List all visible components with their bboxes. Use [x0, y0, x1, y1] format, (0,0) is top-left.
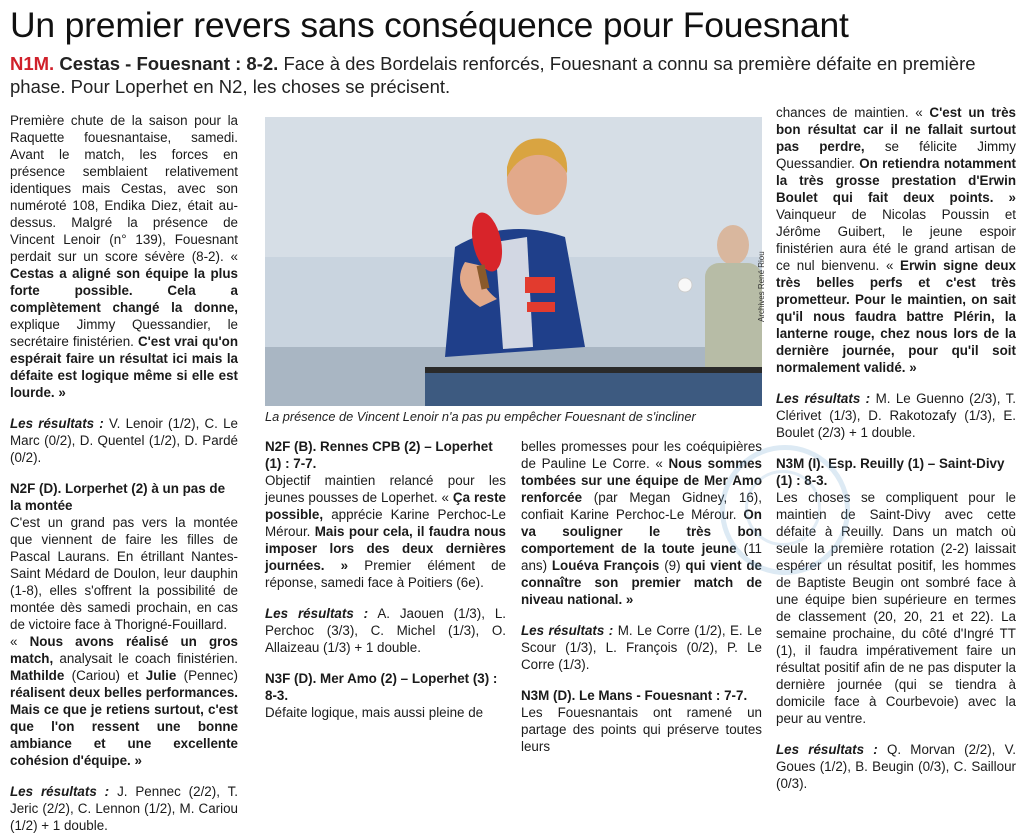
subheading: N3M (D). Le Mans - Fouesnant : 7-7. [521, 688, 748, 703]
table-tennis-player-image [265, 117, 762, 406]
article-paragraph: belles promesses pour les coéquipières de Pauline Le Corre. « Nous sommes tombées sur une équipe de Mer Amo renforcée (par Megan Gidney, 16), confiait Karine Perchoc-Le Mérour. On va souligner le très bon comportement de la toute jeune (11 ans) Louéva François (9) qui vient de connaître son premier match de niveau national. » [521, 439, 763, 607]
article-paragraph: C'est un grand pas vers la montée que viennent de faire les filles de Pascal Laurans. En étrillant Nantes-Saint Médard de Doulon, leur dauphin (1-8), elles s'offrent la possibilité de montée dès samedi prochain, en cas de victoire face à Thorigné-Fouillard. [10, 515, 238, 632]
results-paragraph: Les résultats : A. Jaouen (1/3), L. Perchoc (3/3), C. Michel (1/3), O. Allaizeau (1/3) + 1 double. [265, 606, 507, 655]
results-paragraph: Les résultats : J. Pennec (2/2), T. Jeric (2/2), C. Lennon (1/2), M. Cariou (1/2) + 1 double. [10, 784, 239, 833]
article-photo [265, 117, 762, 406]
article-paragraph: Les choses se compliquent pour le maintien de Saint-Divy avec cette défaite à Reuilly. Dans un match où seule la première rotation (2-2) laissait espérer un résultat positif, les hommes de Baptiste Beugin ont sombré face à une équipe bien supérieure en termes de classement (20, 20, 21 et 22). La semaine prochaine, du côté d'Ingré TT (1), il faudra impérativement faire un résultat positif afin de ne pas disputer la dernière journée (qui se tiendra à domicile face à Courbevoie) avec la peur au ventre. [776, 490, 1016, 726]
article-paragraph: Les Fouesnantais ont ramené un partage des points qui préserve toutes leurs [521, 705, 762, 754]
subheading: N2F (B). Rennes CPB (2) – Loperhet (1) : 7-7. [265, 439, 493, 471]
article-paragraph: « Nous avons réalisé un gros match, analysait le coach finistérien. Mathilde (Cariou) et Julie (Pennec) réalisent deux belles performances. Mais ce que je retiens surtout, c'est que l'on ressent une bonne ambiance et une excellente cohésion d'équipe. » [10, 634, 238, 768]
results-paragraph: Les résultats : M. Le Corre (1/2), E. Le Scour (1/3), L. François (0/2), P. Le Corre (1/3). [521, 623, 762, 672]
results-paragraph: Les résultats : M. Le Guenno (2/3), T. Clérivet (1/3), D. Rakotozafy (1/3), E. Boulet (2/3) + 1 double. [776, 391, 1016, 440]
subheading: N2F (D). Lorperhet (2) à un pas de la montée [10, 481, 226, 513]
column-2 [265, 438, 506, 721]
article-paragraph: Objectif maintien relancé pour les jeunes pousses de Loperhet. « Ça reste possible, apprécie Karine Perchoc-Le Mérour. Mais pour cela, il faudra nous imposer lors des deux dernières journées. » Premier élément de réponse, samedi face à Poitiers (6e). [265, 473, 506, 590]
column-3 [521, 438, 762, 755]
photo-credit: Archives René Riou [757, 251, 766, 322]
lead-paragraph [10, 52, 1014, 98]
subheading: N3F (D). Mer Amo (2) – Loperhet (3) : 8-3. [265, 671, 498, 703]
photo-caption: La présence de Vincent Lenoir n'a pas pu empêcher Fouesnant de s'incliner [265, 409, 696, 424]
article-paragraph: chances de maintien. « C'est un très bon résultat car il ne fallait surtout pas perdre, se félicite Jimmy Quessandier. On retiendra notamment la très grosse prestation d'Erwin Boulet qui fait deux points. » Vainqueur de Nicolas Poussin et Jérôme Guibert, le jeune espoir finistérien aura été le grand artisan de ce nul bienvenu. « Erwin signe deux très belles perfs et c'est très prometteur. Pour le maintien, on sait qu'il nous faudra battre Plérin, la lanterne rouge, chez nous lors de la dernière journée, pour qu'il soit normalement validé. » [776, 105, 1016, 375]
column-1 [10, 112, 238, 834]
article-paragraph: Première chute de la saison pour la Raquette fouesnantaise, samedi. Avant le match, les forces en présence semblaient relativement identiques mais Cestas, avec son numéroté 108, Endika Diez, était au-dessus. Malgré la présence de Vincent Lenoir (n° 139), Fouesnant perdait sur un score sévère (8-2). « Cestas a aligné son équipe la plus forte possible. Cela a complètement changé la donne, explique Jimmy Quessandier, le secrétaire finistérien. C'est vrai qu'on espérait faire un résultat ici mais la défaite est logique même si elle est lourde. » [10, 113, 238, 400]
subheading: N3M (I). Esp. Reuilly (1) – Saint-Divy (1) : 8-3. [776, 456, 1005, 488]
column-4 [776, 104, 1016, 792]
lead-level: N1M. [10, 53, 55, 74]
lead-text: Face à des Bordelais renforcés, Fouesnant a connu sa première défaite en première phase. Pour Loperhet en N2, les choses se précisent. [10, 53, 976, 97]
results-paragraph: Les résultats : Q. Morvan (2/2), V. Goues (1/2), B. Beugin (0/3), C. Saillour (0/3). [776, 742, 1016, 791]
article-paragraph: Défaite logique, mais aussi pleine de [265, 705, 484, 720]
headline: Un premier revers sans conséquence pour Fouesnant [10, 5, 849, 45]
lead-score: Cestas - Fouesnant : 8-2. [59, 53, 279, 74]
results-paragraph: Les résultats : V. Lenoir (1/2), C. Le Marc (0/2), D. Quentel (1/2), D. Pardé (0/2). [10, 416, 238, 465]
